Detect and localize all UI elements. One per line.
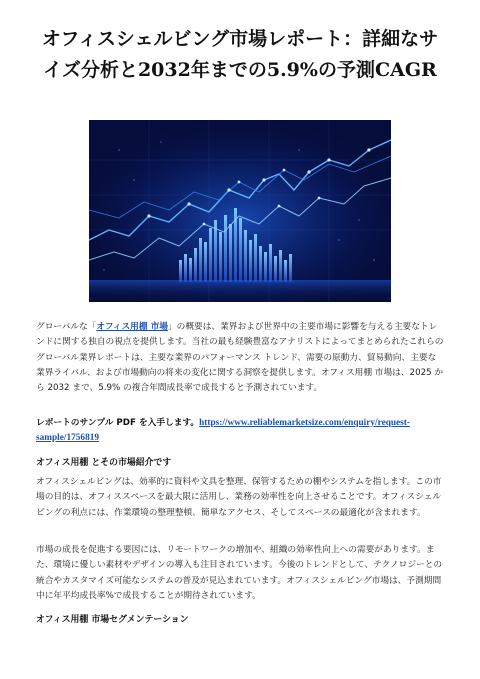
section1-heading: オフィス用棚 とその市場紹介です [36, 458, 172, 468]
section1-body-2 [36, 543, 444, 604]
intro-section [36, 320, 444, 396]
page-title [30, 24, 450, 86]
market-keyword-link[interactable]: オフィス用棚 市場 [96, 322, 168, 332]
intro-text-pre: グローバルな「 [36, 322, 97, 332]
hero-image [89, 120, 391, 302]
financial-chart-illustration [89, 120, 391, 302]
sample-pdf-link[interactable]: https://www.reliablemarketsize.com/enquiry/request-sample/1756819 [36, 418, 410, 444]
title-line-2: イズ分析と2032年までの5.9%の予測CAGR [43, 59, 437, 81]
section-segmentation-heading [36, 612, 444, 625]
section-intro-heading [36, 455, 444, 468]
intro-text-post: 」の概要は、業界および世界中の主要市場に影響を与える主要なトレンドに関する独自の視点を提供します。当社の最も経験豊富なアナリストによってまとめられたこれらのグローバル業界レポートは、主要な業界のパフォーマンス トレンド、需要の原動力、貿易動向、主要な業界ライバル、および市場動向の将来の変化に関する洞察を提供します。オフィス用棚 市場は、2025 から 2032 まで、5.9% の複合年間成長率で成長すると予測されています。 [36, 322, 444, 394]
sample-label: レポートのサンプル PDF を入手します。 [36, 418, 200, 428]
section1-paragraph-1: オフィスシェルビングは、効率的に資料や文具を整理、保管するための棚やシステムを指します。この市場の目的は、オフィススペースを最大限に活用し、業務の効率性を向上させることです。オフィスシェルビングの利点には、作業環境の整理整頓、簡単なアクセス、そしてスペースの最適化が含まれます。 [36, 477, 442, 518]
sample-section [36, 416, 444, 447]
section2-heading: オフィス用棚 市場セグメンテーション [36, 615, 189, 625]
sample-request-line [36, 416, 444, 447]
title-line-1: オフィスシェルビング市場レポート：詳細なサ [41, 28, 439, 50]
section1-paragraph-2: 市場の成長を促進する要因には、リモートワークの増加や、組織の効率性向上への需要があります。また、環境に優しい素材やデザインの導入も注目されています。今後のトレンドとして、テクノロジーとの統合やカスタマイズ可能なシステムの普及が見込まれています。オフィスシェルビング市場は、予測期間中に年平均成長率%で成長することが期待されています。 [36, 545, 443, 601]
section1-body [36, 475, 444, 521]
intro-paragraph [36, 320, 444, 396]
